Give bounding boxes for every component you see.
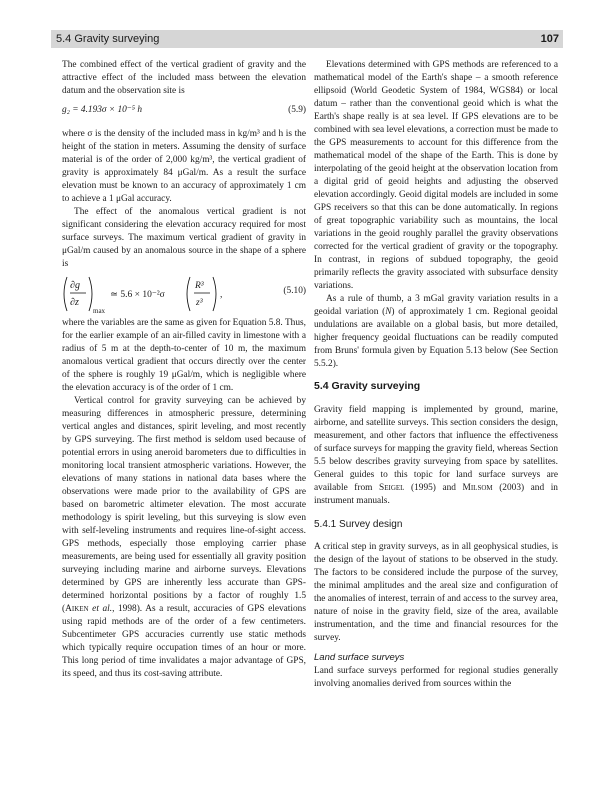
subscript-max: max: [93, 307, 106, 315]
paragraph: Land surface surveys performed for regional studies generally involving anomalies derived from sources within the: [314, 666, 558, 689]
left-column: [62, 59, 306, 681]
equation-body: g₂ = 4.193σ × 10⁻⁵ h: [62, 105, 143, 115]
text-run: As a rule of thumb, a 3 mGal gravity variation results in a geoidal variation (: [314, 294, 558, 317]
numerator-R3: R³: [195, 281, 204, 291]
paragraph: where σ is the density of the included mass in kg/m³ and h is the height of the station in meters. Assuming the density of surface material is of the order of 2,000 kg/m³, the vertical gradient of gravity is approximately 84 μGal/m. As a result the surface elevation must be known to an accuracy of approximately 1 cm to achieve a 1 μGal accuracy.: [62, 129, 306, 204]
symbol-N: N: [385, 307, 392, 317]
citation-aiken: Aiken: [65, 604, 89, 614]
equation-middle: ≃ 5.6 × 10⁻²σ: [110, 290, 165, 300]
paragraph: [314, 404, 558, 508]
text-run: ) of approximately 1 cm. Regional geoidal undulations are available on a global basis, but more detailed, higher frequency geoidal fluctuations can be readily computed from Bruns' formula given by Equation 5.13 below (See Section 5.5.2).: [314, 307, 558, 369]
paragraph: Elevations determined with GPS methods are referenced to a mathematical model of the Earth's shape – a smooth reference ellipsoid (World Geodetic System of 1984, WGS84) or local datum – rather than the conventional geoid which is what the Earth's shape really is at sea level. If GPS elevations are to be combined with sea level elevations, a correction must be made to the GPS measurements to account for this difference from the mathematical model of the shape of the Earth. This is done by interpolating of the geoid height at the observation location from a digital grid of geoid heights and adjusting the observed elevation accordingly. Geoid digital models are included in some GPS receivers so that this can be done automatically. In regions of great topographic variability such as mountains, the local variations in the geoid roughly parallel the gravity observations corrected for the vertical gradient of gravity or the topography. In contrast, in regions of subdued topography, the geoid primarily reflects the gravity associated with subsurface density variations.: [314, 60, 558, 291]
equation-5-9: [62, 104, 306, 122]
paragraph: A critical step in gravity surveys, as in all geophysical studies, is the design of the layout of stations to be observed in the study. The factors to be considered include the purpose of the survey, the minimal amplitudes and the areal size and configuration of the anomalies of interest, terrain of and access to the survey area, nature of noise in the gravity field, size of the area, available instrumentation, and the time and financial resources for the survey.: [314, 542, 558, 643]
text-run: Gravity field mapping is implemented by ground, marine, airborne, and satellite surveys. This section considers the design, measurement, and other factors that influence the effectiveness of surface surveys for mapping the gravity field, whereas Section 5.5 below describes gravity surveying from space by satellites. General guides to this topic for land surface surveys are available from: [314, 405, 558, 493]
right-paren-open: [187, 277, 190, 311]
left-paren-open: [64, 277, 67, 311]
equation-number: (5.10): [283, 286, 306, 296]
page-number: 107: [540, 33, 559, 45]
text-run: Vertical control for gravity surveying can be achieved by measuring differences in atmospheric pressure, determining vertical angles and distances, spirit leveling, and most recently by GPS surveying. The first method is seldom used because of potential errors in using aneroid barometers due to difficulties in monitoring local transient atmospheric variations. However, the elevations of many stations in national data bases where the observations were made prior to the availability of GPS are based on barometric altimeter elevation. The most accurate methodology is spirit leveling, but this surveying is slow even with self-leveling instruments and requires line-of-sight access. GPS methods, especially those employing carrier phase measurements, are being used for essentially all gravity position surveying including marine and airborne surveys. Elevations determined by GPS are inherently less accurate than GPS-determined horizontal positions by a factor of roughly 1.5 (: [62, 396, 306, 614]
citation-etal: et al.: [88, 604, 113, 614]
citation-milsom: Milsom: [462, 483, 493, 493]
denominator-z3: z³: [196, 298, 203, 308]
text-run: , 1998). As a result, accuracies of GPS elevations using rapid methods are of the order of a few centimeters. Subcentimeter GPS accuracies currently use static methods which typically require occupation times of an hour or more. This long period of time invalidates a major advantage of GPS, its speed, and thus its cost-saving attribute.: [62, 604, 306, 679]
running-header: [51, 30, 563, 48]
equation-5-10-graphic: [62, 273, 272, 315]
running-title: 5.4 Gravity surveying: [56, 33, 160, 45]
equation-5-10: [62, 273, 306, 315]
subsection-heading: 5.4.1 Survey design: [314, 519, 403, 530]
paragraph: [314, 293, 558, 371]
run-in-heading: Land surface surveys: [314, 652, 405, 663]
partial-z: ∂z: [70, 297, 79, 308]
right-paren-close: [213, 277, 216, 311]
partial-g: ∂g: [70, 280, 80, 291]
paragraph: The effect of the anomalous vertical gradient is not significant considering the elevation accuracy required for most surface surveys. The maximum vertical gradient of gravity in μGal/m caused by an anomalous source in the shape of a sphere is: [62, 207, 306, 269]
paragraph: where the variables are the same as given for Equation 5.8. Thus, for the earlier example of an air-filled cavity in limestone with a radius of 5 m at the depth-to-center of 10 m, the maximum anomalous vertical gradient that occurs directly over the center of the sphere is roughly 19 μGal/m, which is negligible where the elevation accuracy is of the order of 1 cm.: [62, 318, 306, 393]
text-run: (2003) and in instrument manuals.: [314, 483, 558, 506]
equation-number: (5.9): [288, 105, 306, 115]
citation-seigel: Seigel: [379, 483, 405, 493]
paragraph: The combined effect of the vertical gradient of gravity and the attractive effect of the included mass between the elevation datum and the observation site is: [62, 60, 306, 96]
left-paren-close: [89, 277, 92, 311]
right-column: [314, 59, 558, 691]
section-heading: 5.4 Gravity surveying: [314, 380, 421, 392]
equation-tail: ,: [220, 290, 223, 300]
text-run: (1995) and: [404, 483, 463, 493]
paragraph: [62, 395, 306, 681]
